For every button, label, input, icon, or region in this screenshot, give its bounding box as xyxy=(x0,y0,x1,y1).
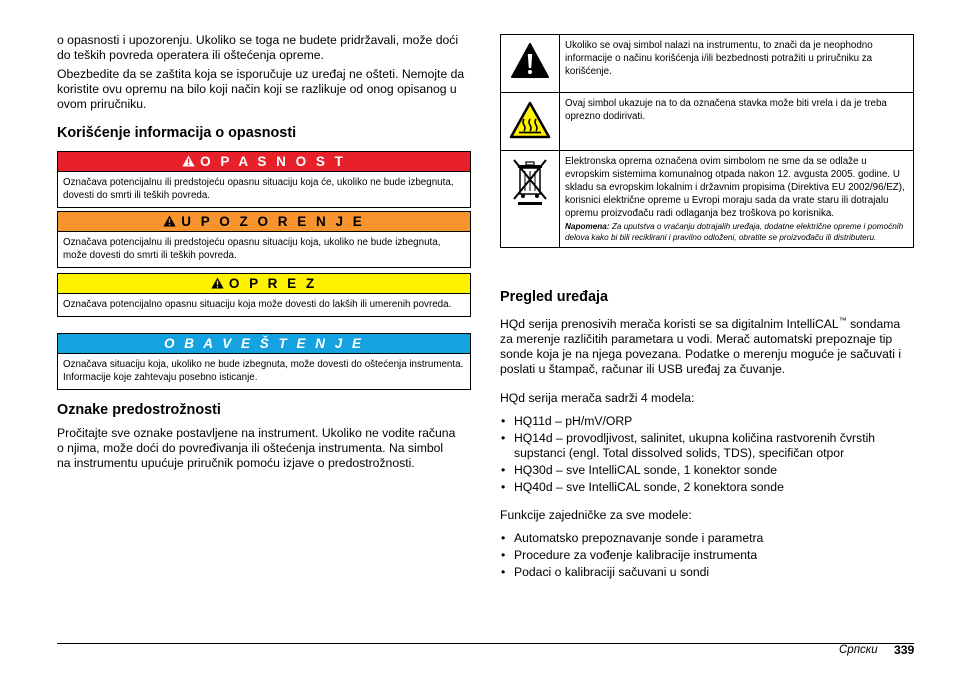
hazard-box-notice xyxy=(57,333,471,390)
page-number: 339 xyxy=(894,643,915,657)
section-title-overview: Pregled uređaja xyxy=(500,289,608,305)
list-item: • Podaci o kalibraciji sačuvani u sondi xyxy=(500,565,914,580)
list-item: • Automatsko prepoznavanje sonde i parametra xyxy=(500,531,914,546)
hazard-header-warning xyxy=(58,212,470,232)
warning-triangle-icon xyxy=(163,215,176,227)
features-list xyxy=(500,531,914,582)
hazard-text-caution: Označava potencijalno opasnu situaciju koja može dovesti do lakših ili umerenih povreda. xyxy=(63,299,452,310)
symbol-row xyxy=(501,93,914,151)
symbol-description: Ovaj simbol ukazuje na to da označena stavka može biti vrela i da je treba oprezno dodirivati. xyxy=(560,93,914,151)
intro-paragraph-2: Obezbedite da se zaštita koja se isporučuje uz uređaj ne ošteti. Nemojte da koristite ovu opremu na bilo koji način koji se razlikuje od onog opisanog u ovom priručniku. xyxy=(57,67,465,111)
symbol-row xyxy=(501,35,914,93)
hazard-label-caution: O P R E Z xyxy=(228,276,318,291)
weee-description: Elektronska oprema označena ovim simbolom ne sme da se odlaže u evropskim sistemima komunalnog otpada nakon 12. avgusta 2005. godine. U skladu sa evropskim lokalnim i državnim propisima (Direktiva EU 2002/96/EZ), korisnici električne opreme u Evropi moraju sada da vrate staru ili dotrajalu opremu proizvođaču radi odlaganja bez troškova po korisnika. xyxy=(565,156,905,219)
note-label: Napomena: xyxy=(565,222,610,231)
hazard-header-danger xyxy=(58,152,470,172)
warning-triangle-icon xyxy=(211,277,224,289)
hazard-label-warning: U P O Z O R E N J E xyxy=(181,214,365,229)
features-intro: Funkcije zajedničke za sve modele: xyxy=(500,508,692,522)
intro-paragraph-1: o opasnosti i upozorenju. Ukoliko se toga ne budete pridržavali, može doći do teških povreda operatera ili oštećenja opreme. xyxy=(57,33,459,62)
symbol-description xyxy=(560,151,914,248)
hazard-label-notice: O B A V E Š T E N J E xyxy=(163,336,365,351)
section-title-hazard-info: Korišćenje informacija o opasnosti xyxy=(57,125,297,141)
symbol-description: Ukoliko se ovaj simbol nalazi na instrumentu, to znači da je neophodno informacije o načinu korišćenja i/ili bezbednosti potražiti u priručniku za korišćenje. xyxy=(560,35,914,93)
note-text: Za uputstva o vraćanju dotrajalih uređaja, dodatne električne opreme i pomoćnih delova kako bi bili reciklirani i pravilno odloženi, obratite se proizvođaču ili distributeru. xyxy=(565,222,904,242)
hazard-text-danger: Označava potencijalnu ili predstojeću opasnu situaciju koja će, ukoliko ne bude izbegnuta, dovesti do smrti ili teških povreda. xyxy=(63,177,454,201)
list-item: • HQ14d – provodljivost, salinitet, ukupna količina rastvorenih čvrstih supstanci (engl. Total dissolved solids, TDS), specifičan otpor xyxy=(500,431,914,461)
warning-triangle-icon xyxy=(182,155,195,167)
overview-text-end: sondama za merenje različitih parametara u vodi. Merač automatski prepoznaje tip sonde koja je na njega povezana. Podatke o merenju moguće je sačuvati i poslati u štampač, računar ili USB uređaj za čuvanje. xyxy=(500,317,902,377)
symbol-icon-cell xyxy=(501,151,560,248)
section-title-precautionary-labels: Oznake predostrožnosti xyxy=(57,402,221,418)
hazard-text-warning: Označava potencijalnu ili predstojeću opasnu situaciju koja, ukoliko ne bude izbegnuta, može dovesti do smrti ili teških povreda. xyxy=(63,237,441,261)
hazard-text-notice: Označava situaciju koja, ukoliko ne bude izbegnuta, može dovesti do oštećenja instrumenta. Informacije koje zahtevaju posebno isticanje. xyxy=(63,359,464,383)
list-item: • HQ40d – sve IntelliCAL sonde, 2 konektora sonde xyxy=(500,480,914,495)
symbol-row xyxy=(501,151,914,248)
trademark-symbol: ™ xyxy=(838,316,847,325)
overview-paragraph xyxy=(500,313,914,377)
list-item: • HQ11d – pH/mV/ORP xyxy=(500,414,914,429)
hazard-header-caution xyxy=(58,274,470,294)
symbol-icon-cell xyxy=(501,93,560,151)
hazard-label-danger: O P A S N O S T xyxy=(200,154,346,169)
crossed-out-bin-icon xyxy=(510,157,550,207)
overview-text-start: HQd serija prenosivih merača koristi se sa digitalnim IntelliCAL xyxy=(500,317,839,332)
hazard-header-notice xyxy=(58,334,470,354)
list-item: • HQ30d – sve IntelliCAL sonde, 1 konektor sonde xyxy=(500,463,914,478)
hazard-box-danger xyxy=(57,151,471,208)
warning-triangle-icon xyxy=(511,43,549,79)
symbols-table xyxy=(500,34,914,248)
hazard-box-caution xyxy=(57,273,471,317)
precautionary-labels-paragraph: Pročitajte sve oznake postavljene na instrument. Ukoliko ne vodite računa o njima, može doći do povređivanja ili oštećenja instrumenta. Na simbol na instrumentu upućuje priručnik pomoću izjave o predostrožnosti. xyxy=(57,426,456,470)
hazard-box-warning xyxy=(57,211,471,268)
footer-divider xyxy=(57,643,914,644)
footer-language: Српски xyxy=(839,644,878,656)
symbol-icon-cell xyxy=(501,35,560,93)
list-item: • Procedure za vođenje kalibracije instrumenta xyxy=(500,548,914,563)
models-intro: HQd serija merača sadrži 4 modela: xyxy=(500,391,695,405)
hot-surface-icon xyxy=(509,101,551,139)
weee-note xyxy=(565,221,908,243)
models-list xyxy=(500,414,914,497)
